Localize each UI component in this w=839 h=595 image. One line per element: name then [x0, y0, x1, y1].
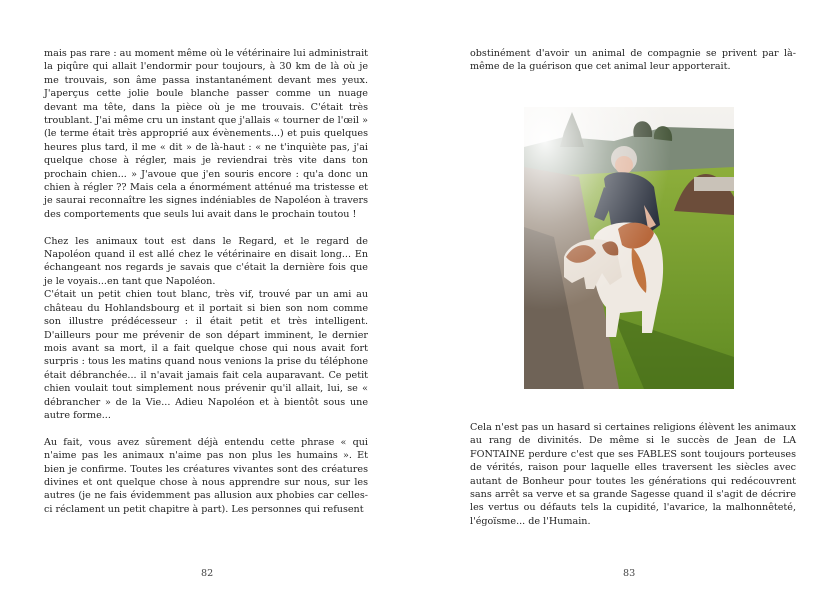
paragraph-1: mais pas rare : au moment même où le vétérinaire lui administrait la piqûre qui allait l'endormir pour toujours, à 30 km de là où je me trouvais, son âme passa instantanément devant mes yeux. J'aperçus cette jolie boule blanche passer comme un nuage devant ma tête, dans la pièce où je me trouvais. C'était très troublant. J'ai même cru un instant que j'allais « tourner de l'œil » (le terme était très approprié aux évènements...) et puis quelques heures plus tard, il me « dit » de là-haut : « ne t'inquiète pas, j'ai quelque chose à régler, mais je reviendrai très vite dans ton prochain chien... » J'avoue que j'en souris encore : qu'a donc un chien à régler ?? Mais cela a énormément atténué ma tristesse et je saurai reconnaître les signes indéniables de Napoléon à travers des comportements que seuls lui avait dans le prochain toutou !	[44, 48, 368, 220]
photo-woman-with-dogs	[524, 107, 734, 389]
page-number-left: 82	[201, 568, 214, 579]
left-page	[0, 0, 419, 595]
paragraph-4: Au fait, vous avez sûrement déjà entendu cette phrase « qui n'aime pas les animaux n'aime pas non plus les humains ». Et bien je confirme. Toutes les créatures vivantes sont des créatures divines et ont quelque chose à nous apprendre sur nous, sur les autres (je ne fais évidemment pas allusion aux phobies car celles-ci réclament un petit chapitre à part). Les personnes qui refusent	[44, 436, 368, 515]
paragraph-3: C'était un petit chien tout blanc, très vif, trouvé par un ami au château du Hohlandsbourg et il portait si bien son nom comme son illustre prédécesseur : il était petit et très intelligent. D'ailleurs pour me prévenir de son départ imminent, le dernier mois avant sa mort, il a fait quelque chose qui nous avait fort surpris : tous les matins quand nous venions la prise du téléphone était débranchée... il n'avait jamais fait cela auparavant. Ce petit chien voulait tout simplement nous prévenir qu'il allait, lui, se « débrancher » de la Vie... Adieu Napoléon et à bientôt sous une autre forme...	[44, 289, 368, 421]
right-page	[420, 0, 839, 595]
right-top-paragraph: obstinément d'avoir un animal de compagnie se privent par là-même de la guérison que cet animal leur apporterait.	[470, 48, 796, 73]
page-number-right: 83	[623, 568, 636, 579]
right-bottom-paragraph: Cela n'est pas un hasard si certaines religions élèvent les animaux au rang de divinités. De même si le succès de Jean de LA FONTAINE perdure c'est que ses FABLES sont toujours porteuses de vérités, raison pour laquelle elles traversent les siècles avec autant de Bonheur pour toutes les générations qui redécouvrent sans arrêt sa verve et sa grande Sagesse quand il s'agit de décrire les vertus ou défauts tels la cupidité, l'avarice, la malhonnêteté, l'égoïsme... de l'Humain.	[470, 422, 796, 527]
paragraph-2: Chez les animaux tout est dans le Regard, et le regard de Napoléon quand il est allé chez le vétérinaire en disait long... En échangeant nos regards je savais que c'était la dernière fois que je le voyais...en tant que Napoléon.	[44, 235, 368, 287]
left-page-text	[44, 47, 368, 516]
